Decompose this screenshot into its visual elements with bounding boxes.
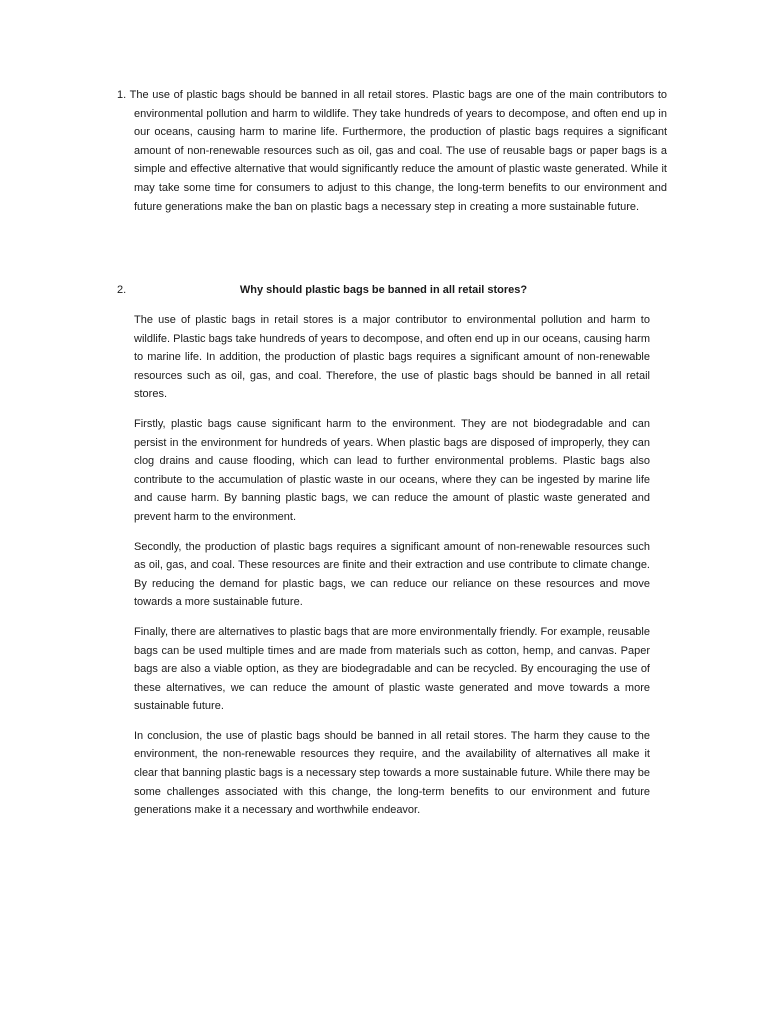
item-2-paragraph-firstly: Firstly, plastic bags cause significant harm to the environment. They are not biodegradable and can persist in the environment for hundreds of years. When plastic bags are disposed of improperly, they can clog drains and cause flooding, which can lead to further environmental problems. Plastic bags also contribute to the accumulation of plastic waste in our oceans, where they can be ingested by marine life and cause harm. By banning plastic bags, we can reduce the amount of plastic waste generated and prevent harm to the environment. [134,417,650,523]
item-2-paragraph-conclusion: In conclusion, the use of plastic bags should be banned in all retail stores. The harm they cause to the environment, the non-renewable resources they require, and the availability of alternatives all make it clear that banning plastic bags is a necessary step towards a more sustainable future. While there may be some challenges associated with this change, the long-term benefits to our environment and future generations make it a necessary and worthwhile endeavor. [134,729,650,817]
item-2-title: Why should plastic bags be banned in all retail stores? [239,284,528,296]
item-2-body [134,311,650,831]
item-2-paragraph-finally: Finally, there are alternatives to plastic bags that are more environmentally friendly. For example, reusable bags can be used multiple times and are made from materials such as cotton, hemp, and canvas. Paper bags are also a viable option, as they are biodegradable and can be recycled. By encouraging the use of these alternatives, we can reduce the amount of plastic waste generated and move towards a more sustainable future. [134,625,650,713]
item-1-paragraph: 1. The use of plastic bags should be banned in all retail stores. Plastic bags are one of the main contributors to environmental pollution and harm to wildlife. They take hundreds of years to decompose, and often end up in our oceans, causing harm to marine life. Furthermore, the production of plastic bags requires a significant amount of non-renewable resources such as oil, gas and coal. The use of reusable bags or paper bags is a simple and effective alternative that would significantly reduce the amount of plastic waste generated. While it may take some time for consumers to adjust to this change, the long-term benefits to our environment and future generations make the ban on plastic bags a necessary step in creating a more sustainable future. [117,89,667,213]
item-2-paragraph-secondly: Secondly, the production of plastic bags requires a significant amount of non-renewable resources such as oil, gas, and coal. These resources are finite and their extraction and use contribute to climate change. By reducing the demand for plastic bags, we can reduce our reliance on these resources and move towards a more sustainable future. [134,540,650,609]
item-2-heading [117,281,650,299]
item-2-paragraph-intro: The use of plastic bags in retail stores is a major contributor to environmental pollution and harm to wildlife. Plastic bags take hundreds of years to decompose, and often end up in our oceans, causing harm to marine life. In addition, the production of plastic bags requires a significant amount of non-renewable resources such as oil, gas, and coal. Therefore, the use of plastic bags should be banned in all retail stores. [134,314,650,401]
item-2-number: 2. [117,284,127,296]
